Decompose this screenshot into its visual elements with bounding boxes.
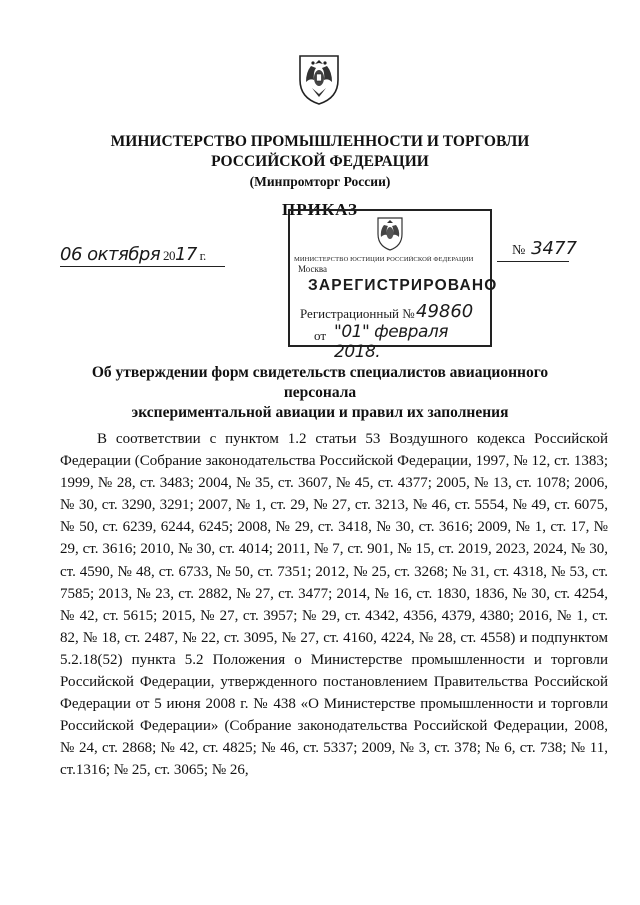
registration-stamp [288, 209, 498, 362]
ministry-line-1: МИНИСТЕРСТВО ПРОМЫШЛЕННОСТИ И ТОРГОВЛИ [110, 133, 530, 150]
coat-of-arms-icon [294, 50, 344, 106]
order-number-sign: № [512, 243, 526, 258]
title-line-2: экспериментальной авиации и правил их заполнения [131, 404, 509, 421]
ministry-heading [100, 132, 540, 192]
stamp-regnum-handwritten: 49860 [416, 301, 474, 322]
order-date-handwritten: 06 октября [60, 244, 161, 265]
date-underline [60, 266, 225, 267]
number-underline [497, 261, 569, 262]
order-date [60, 244, 206, 265]
stamp-regdate-handwritten: "01" февраля 2018. [334, 322, 448, 362]
order-type-heading: ПРИКАЗ [282, 200, 358, 219]
stamp-regnum-label: Регистрационный № [300, 306, 415, 321]
order-number [512, 238, 577, 259]
stamp-from-label: от [314, 328, 327, 343]
stamp-coat-of-arms-icon [372, 214, 408, 252]
order-year-handwritten: 17 [174, 244, 197, 265]
title-line-1: Об утверждении форм свидетельств специалистов авиационного персонала [91, 364, 549, 401]
order-year-prefix: 20 [160, 248, 175, 263]
ministry-short-name: (Минпромторг России) [249, 174, 391, 189]
stamp-city: Москва [298, 264, 327, 274]
stamp-status: ЗАРЕГИСТРИРОВАНО [308, 277, 498, 294]
order-number-handwritten: 3477 [531, 238, 577, 259]
order-year-suffix: г. [196, 248, 206, 263]
body-paragraph: В соответствии с пунктом 1.2 статьи 53 Воздушного кодекса Российской Федерации (Собрание законодательства Российской Федерации, 1997, № 12, ст. 1383; 1999, № 28, ст. 3483; 2004, № 35, ст. 3607, № 45, ст. 4377; 2005, № 13, ст. 1078; 2006, № 30, ст. 3290, 3291; 2007, № 1, ст. 29, № 27, ст. 3213, № 46, ст. 5554, № 49, ст. 6075, № 50, ст. 6239, 6244, 6245; 2008, № 29, ст. 3418, № 30, ст. 3616; 2009, № 1, ст. 17, № 29, ст. 3616; 2010, № 30, ст. 4014; 2011, № 7, ст. 901, № 15, ст. 2019, 2023, 2024, № 30, ст. 4590, № 48, ст. 6733, № 50, ст. 7351; 2012, № 25, ст. 3268; № 31, ст. 4318, № 53, ст. 7585; 2013, № 23, ст. 2882, № 27, ст. 3477; 2014, № 16, ст. 1830, 1836, № 30, ст. 4254, № 42, ст. 5615; 2015, № 27, ст. 3957; № 29, ст. 4342, 4356, 4379, 4380; 2016, № 1, ст. 82, № 18, ст. 2487, № 22, ст. 3095, № 27, ст. 4160, 4224, № 28, ст. 4558) и подпунктом 5.2.18(52) пункта 5.2 Положения о Министерстве промышленности и торговли Российской Федерации, утвержденного постановлением Правительства Российской Федерации от 5 июня 2008 г. № 438 «О Министерстве промышленности и торговли Российской Федерации» (Собрание законодательства Российской Федерации, 2008, № 24, ст. 2868; № 42, ст. 4825; № 46, ст. 5337; 2009, № 3, ст. 378; № 6, ст. 738; № 11, ст.1316; № 25, ст. 3065; № 26, [60, 431, 608, 779]
ministry-line-2: РОССИЙСКОЙ ФЕДЕРАЦИИ [211, 153, 429, 170]
document-title [60, 363, 580, 423]
stamp-agency-name: МИНИСТЕРСТВО ЮСТИЦИИ РОССИЙСКОЙ ФЕДЕРАЦИИ [294, 256, 474, 263]
